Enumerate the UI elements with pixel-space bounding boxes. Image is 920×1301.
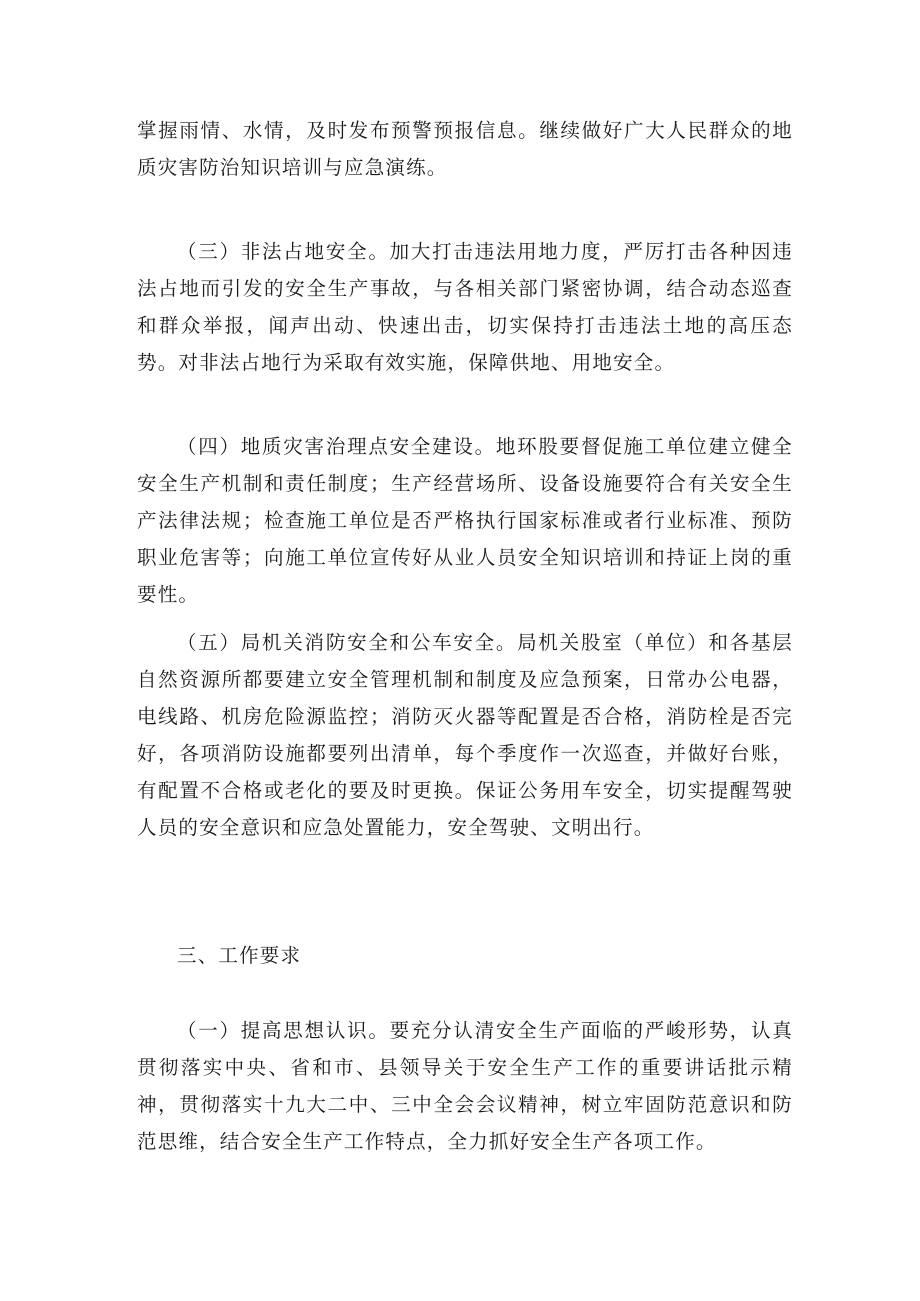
paragraph-illegal-land-safety: （三）非法占地安全。加大打击违法用地力度，严厉打击各种因违法占地而引发的安全生产事故，与各相关部门紧密协调，结合动态巡查和群众举报，闻声出动、快速出击，切实保持打击违法土地的高压态势。对非法占地行为采取有效实施，保障供地、用地安全。	[137, 240, 793, 374]
paragraph-fire-and-vehicle-safety: （五）局机关消防安全和公车安全。局机关股室（单位）和各基层自然资源所都要建立安全管理机制和制度及应急预案，日常办公电器，电线路、机房危险源监控；消防灭火器等配置是否合格，消防栓是否完好，各项消防设施都要列出清单，每个季度作一次巡查，并做好台账，有配置不合格或老化的要及时更换。保证公务用车安全，切实提醒驾驶人员的安全意识和应急处置能力，安全驾驶、文明出行。	[137, 631, 793, 839]
paragraph-geohazard-site-safety: （四）地质灾害治理点安全建设。地环股要督促施工单位建立健全安全生产机制和责任制度；生产经营场所、设备设施要符合有关安全生产法律法规；检查施工单位是否严格执行国家标准或者行业标准、预防职业危害等；向施工单位宣传好从业人员安全知识培训和持证上岗的重要性。	[137, 435, 793, 606]
paragraph-continuation: 掌握雨情、水情，及时发布预警预报信息。继续做好广大人民群众的地质灾害防治知识培训与应急演练。	[137, 119, 793, 179]
paragraph-raise-awareness: （一）提高思想认识。要充分认清安全生产面临的严峻形势，认真贯彻落实中央、省和市、县领导关于安全生产工作的重要讲话批示精神，贯彻落实十九大二中、三中全会会议精神，树立牢固防范意识和防范思维，结合安全生产工作特点，全力抓好安全生产各项工作。	[137, 1019, 793, 1153]
section-heading-work-requirements: 三、工作要求	[177, 944, 302, 967]
